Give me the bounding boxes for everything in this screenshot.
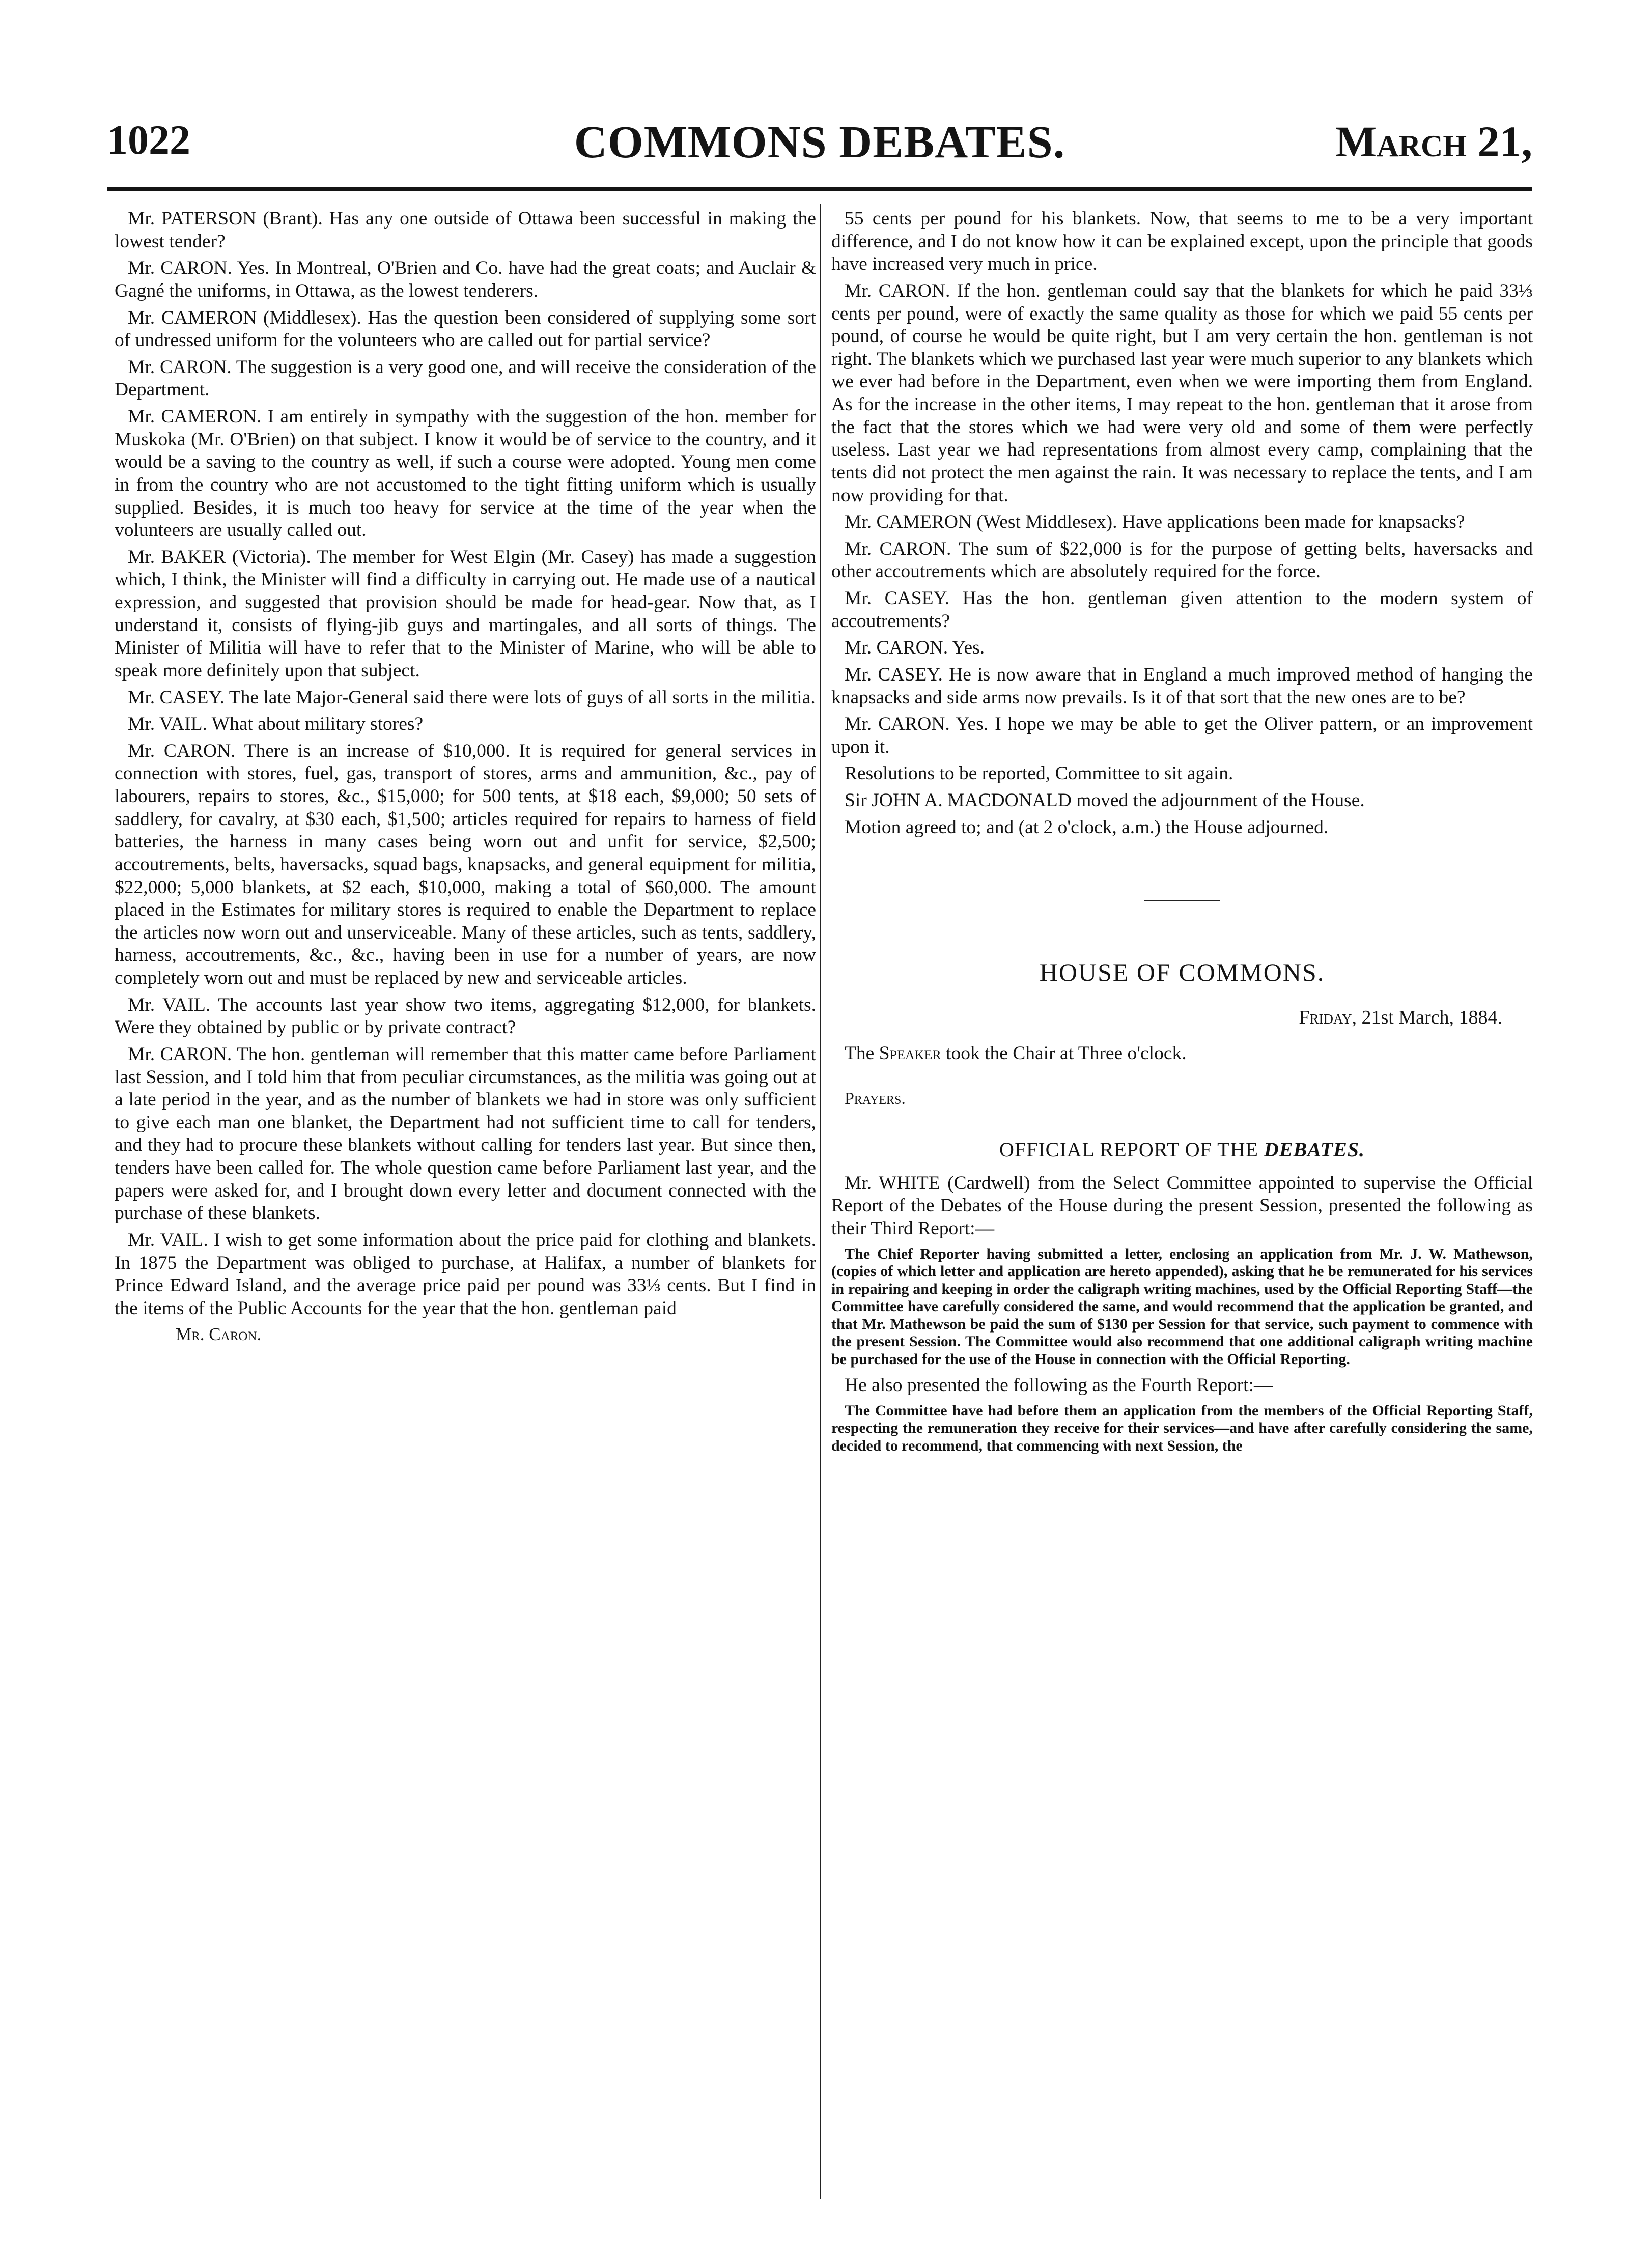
report-intro: Mr. WHITE (Cardwell) from the Select Committee appointed to supervise the Official Report of the Debates of the House during the present Session, presented the following as their Third Report:— bbox=[831, 1172, 1533, 1239]
debate-paragraph: Mr. CARON. Yes. I hope we may be able to get the Oliver pattern, or an improvement upon it. bbox=[831, 714, 1533, 757]
debate-paragraph: Mr. CARON. Yes. In Montreal, O'Brien and Co. have had the great coats; and Auclair & Gagné the uniforms, in Ottawa, as the lowest tenderers. bbox=[115, 258, 816, 301]
chair-rest: took the Chair at Three o'clock. bbox=[946, 1042, 1187, 1064]
report-heading-italic: DEBATES. bbox=[1264, 1138, 1365, 1161]
page-header bbox=[107, 116, 1532, 167]
column-divider bbox=[820, 204, 821, 2199]
report-heading-prefix: OFFICIAL REPORT OF THE bbox=[999, 1138, 1258, 1161]
debate-paragraph: Mr. CAMERON. I am entirely in sympathy with the suggestion of the hon. member for Muskoka (Mr. O'Brien) on that subject. I know it would be of service to the country, and it would be a saving to the country as well, if such a course were adopted. Young men come in from the country who are not accustomed to the tight fitting uniform which is usually supplied. Besides, it is much too heavy for service at the time of the year when the volunteers are usually called out. bbox=[115, 406, 816, 541]
debate-paragraph: Mr. CARON. There is an increase of $10,000. It is required for general services in connection with stores, fuel, gas, transport of stores, arms and ammunition, &c., pay of labourers, repairs to stores, &c., $15,000; for 500 tents, at $18 each, $9,000; 50 sets of saddlery, for cavalry, at $30 each, $1,500; articles required for repairs to harness of field batteries, the harness in many cases being worn out and unfit for service, $2,500; accoutrements, belts, haversacks, squad bags, knapsacks, and general equipment for militia, $22,000; 5,000 blankets, at $2 each, $10,000, making a total of $60,000. The amount placed in the Estimates for military stores is required to enable the Department to replace the articles now worn out and unserviceable. Many of these articles, such as tents, saddlery, harness, accoutrements, &c., &c., having been in use for a number of years, are now completely worn out and must be replaced by new and serviceable articles. bbox=[115, 740, 816, 988]
debate-paragraph: Mr. BAKER (Victoria). The member for West Elgin (Mr. Casey) has made a suggestion which, I think, the Minister will find a difficulty in carrying out. He made use of a nautical expression, and suggested that provision should be made for head-gear. Now that, as I understand it, consists of flying-jib guys and martingales, and all sorts of things. The Minister of Militia will have to refer that to the Minister of Marine, who will be able to speak more definitely upon that subject. bbox=[115, 546, 816, 681]
journal-title: COMMONS DEBATES. bbox=[574, 117, 1065, 167]
sitting-day: Friday, bbox=[1299, 1006, 1357, 1028]
chair-the: The bbox=[845, 1042, 875, 1064]
debate-paragraph: Mr. PATERSON (Brant). Has any one outside of Ottawa been successful in making the lowest tender? bbox=[115, 208, 816, 252]
debate-paragraph: Mr. CASEY. The late Major-General said there were lots of guys of all sorts in the militia. bbox=[128, 687, 816, 708]
third-report: The Chief Reporter having submitted a letter, enclosing an application from Mr. J. W. Mathewson, (copies of which letter and application are hereto appended), asking that he be remunerated for his services in repairing and keeping in order the caligraph writing machines, used by the Official Reporting Staff—the Committee have carefully considered the same, and would recommend that the application be granted, and that Mr. Mathewson be paid the sum of $130 per Session for that service, such payment to commence with the present Session. The Committee would also recommend that one additional caligraph writing machine be purchased for the use of the House in connection with the Official Reporting. bbox=[831, 1245, 1533, 1368]
left-column bbox=[115, 208, 816, 2218]
debate-paragraph: Mr. CARON. The hon. gentleman will remember that this matter came before Parliament last Session, and I told him that from peculiar circumstances, as the militia was going out at a late period in the year, and as the number of blankets we had in store was only sufficient to give each man one blanket, the Department had not sufficient time to call for tenders, and they had to procure these blankets without calling for tenders last year. But since then, tenders have been called for. The whole question came before Parliament last year, and the papers were asked for, and I brought down every letter and document connected with the purchase of these blankets. bbox=[115, 1043, 816, 1224]
header-rule bbox=[107, 187, 1532, 191]
debate-paragraph: Mr. CAMERON (Middlesex). Has the question been considered of supplying some sort of undressed uniform for the volunteers who are called out for partial service? bbox=[115, 307, 816, 351]
sitting-date-text: 21st March, 1884. bbox=[1361, 1006, 1502, 1028]
right-column bbox=[831, 208, 1533, 2218]
section-spacer bbox=[831, 843, 1533, 900]
section-title: HOUSE OF COMMONS. bbox=[1039, 958, 1325, 987]
debate-paragraph: Mr. CAMERON (West Middlesex). Have applications been made for knapsacks? bbox=[845, 512, 1465, 533]
debate-paragraph: 55 cents per pound for his blankets. Now, that seems to me to be a very important difference, and I do not know how it can be explained except, upon the principle that goods have increased very much in price. bbox=[831, 208, 1533, 275]
chair-line bbox=[831, 1042, 1533, 1065]
fourth-report: The Committee have had before them an application from the members of the Official Reporting Staff, respecting the remuneration they receive for their services—and have after carefully considering the same, decided to recommend, that commencing with next Session, the bbox=[831, 1402, 1533, 1454]
prayers: Prayers. bbox=[845, 1089, 906, 1108]
debate-paragraph: Resolutions to be reported, Committee to sit again. bbox=[845, 763, 1233, 784]
chair-speaker: Speaker bbox=[879, 1042, 941, 1064]
debate-paragraph: Motion agreed to; and (at 2 o'clock, a.m.) the House adjourned. bbox=[845, 816, 1329, 838]
sitting-date bbox=[831, 1006, 1533, 1029]
debate-paragraph: Mr. CASEY. Has the hon. gentleman given attention to the modern system of accoutrements? bbox=[831, 588, 1533, 632]
debate-paragraph: Mr. CASEY. He is now aware that in England a much improved method of hanging the knapsacks and side arms now prevails. Is it of that sort that the new ones are to be? bbox=[831, 664, 1533, 708]
debate-paragraph: Mr. CARON. The sum of $22,000 is for the purpose of getting belts, haversacks and other accoutrements which are absolutely required for the force. bbox=[831, 538, 1533, 582]
debate-paragraph: Mr. VAIL. What about military stores? bbox=[128, 714, 424, 735]
debate-paragraph: Mr. CARON. The suggestion is a very good one, and will receive the consideration of the Department. bbox=[115, 356, 816, 401]
debate-paragraph: Mr. VAIL. I wish to get some information about the price paid for clothing and blankets. In 1875 the Department was obliged to purchase, at Halifax, a number of blankets for Prince Edward Island, and the average price paid per pound was 33⅓ cents. But I find in the items of the Public Accounts for the year that the hon. gentleman paid bbox=[115, 1229, 816, 1319]
page-number: 1022 bbox=[107, 117, 190, 163]
debate-paragraph: Mr. CARON. Yes. bbox=[845, 637, 985, 659]
catchword: Mr. Caron. bbox=[176, 1324, 262, 1345]
section-rule bbox=[1144, 900, 1220, 901]
header-date: March 21, bbox=[1335, 117, 1532, 166]
debate-paragraph: Sir JOHN A. MACDONALD moved the adjournment of the House. bbox=[845, 790, 1365, 811]
debate-paragraph: Mr. CARON. If the hon. gentleman could say that the blankets for which he paid 33⅓ cents per pound, were of exactly the same quality as those for which we paid 55 cents per pound, of course he would be quite right, but I am very certain the hon. gentleman is not right. The blankets which we purchased last year were much superior to any blankets which we ever had before in the Department, even when we were importing them from England. As for the increase in the other items, I may repeat to the hon. gentleman that it arose from the fact that the stores which we had were very old and some of them were perfectly useless. Last year we had representations from almost every camp, complaining that the tents did not protect the men against the rain. It was necessary to replace the tents, and I am now providing for that. bbox=[831, 280, 1533, 506]
fourth-report-intro: He also presented the following as the Fourth Report:— bbox=[845, 1375, 1273, 1396]
debate-paragraph: Mr. VAIL. The accounts last year show two items, aggregating $12,000, for blankets. Were they obtained by public or by private contract? bbox=[115, 994, 816, 1038]
report-heading bbox=[831, 1138, 1533, 1162]
